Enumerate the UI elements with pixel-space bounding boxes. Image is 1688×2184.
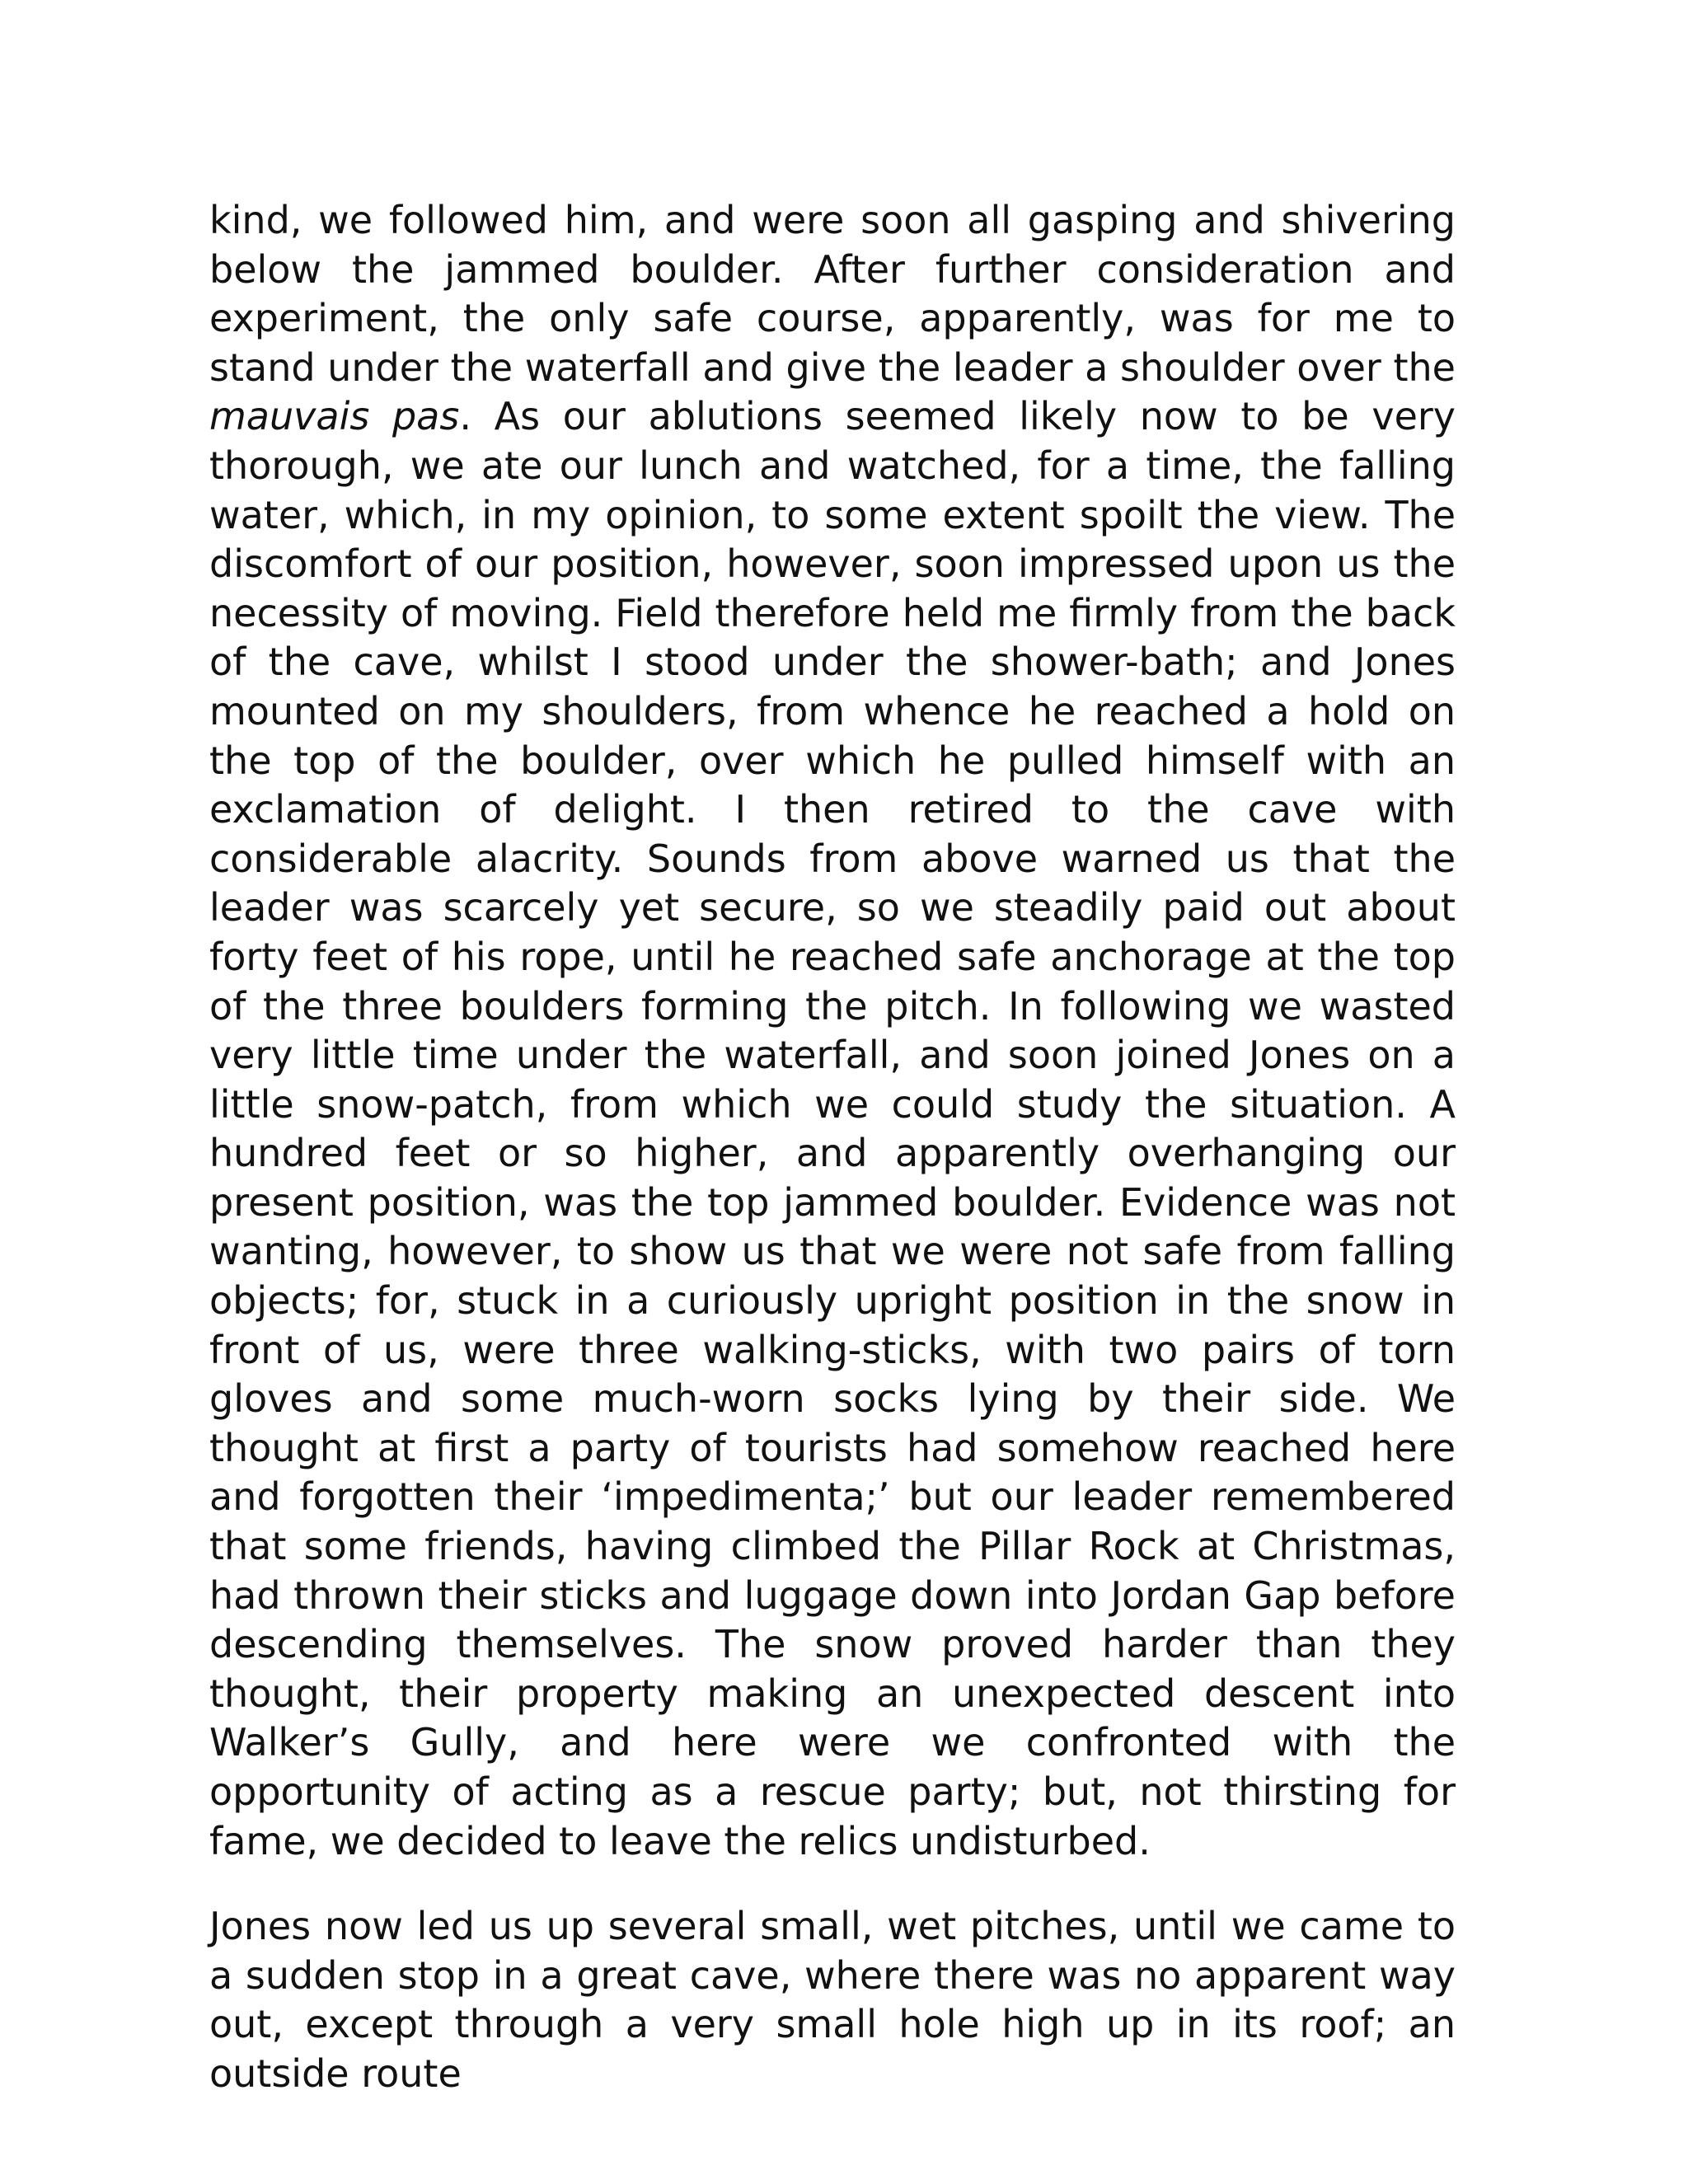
- paragraph-text: kind, we followed him, and were soon all gasping and shivering below the jammed boulder. After further consideration and experiment, the only safe course, apparently, was for me to stand under the waterfall and give the leader a shoulder over the: [209, 198, 1456, 390]
- page-body: [209, 196, 1456, 2099]
- italic-phrase: mauvais pas: [209, 394, 460, 439]
- paragraph-gully-climb: [209, 196, 1456, 1866]
- paragraph-great-cave: [209, 1902, 1456, 2098]
- paragraph-text: . As our ablutions seemed likely now to be very thorough, we ate our lunch and watched, for a time, the falling water, which, in my opinion, to some extent spoilt the view. The discomfort of our position, however, soon impressed upon us the necessity of moving. Field therefore held me firmly from the back of the cave, whilst I stood under the shower-bath; and Jones mounted on my shoulders, from whence he reached a hold on the top of the boulder, over which he pulled himself with an exclamation of delight. I then retired to the cave with considerable alacrity. Sounds from above warned us that the leader was scarcely yet secure, so we steadily paid out about forty feet of his rope, until he reached safe anchorage at the top of the three boulders forming the pitch. In following we wasted very little time under the waterfall, and soon joined Jones on a little snow-patch, from which we could study the situation. A hundred feet or so higher, and apparently overhanging our present position, was the top jammed boulder. Evidence was not wanting, however, to show us that we were not safe from falling objects; for, stuck in a curiously upright position in the snow in front of us, were three walking-sticks, with two pairs of torn gloves and some much-worn socks lying by their side. We thought at first a party of tourists had somehow reached here and forgotten their ‘impedimenta;’ but our leader remembered that some friends, having climbed the Pillar Rock at Christmas, had thrown their sticks and luggage down into Jordan Gap before descending themselves. The snow proved harder than they thought, their property making an unexpected descent into Walker’s Gully, and here were we confronted with the opportunity of acting as a rescue party; but, not thirsting for fame, we decided to leave the relics undisturbed.: [209, 394, 1456, 1863]
- paragraph-text: Jones now led us up several small, wet pitches, until we came to a sudden stop in a great cave, where there was no apparent way out, except through a very small hole high up in its roof; an outside route: [209, 1904, 1456, 2096]
